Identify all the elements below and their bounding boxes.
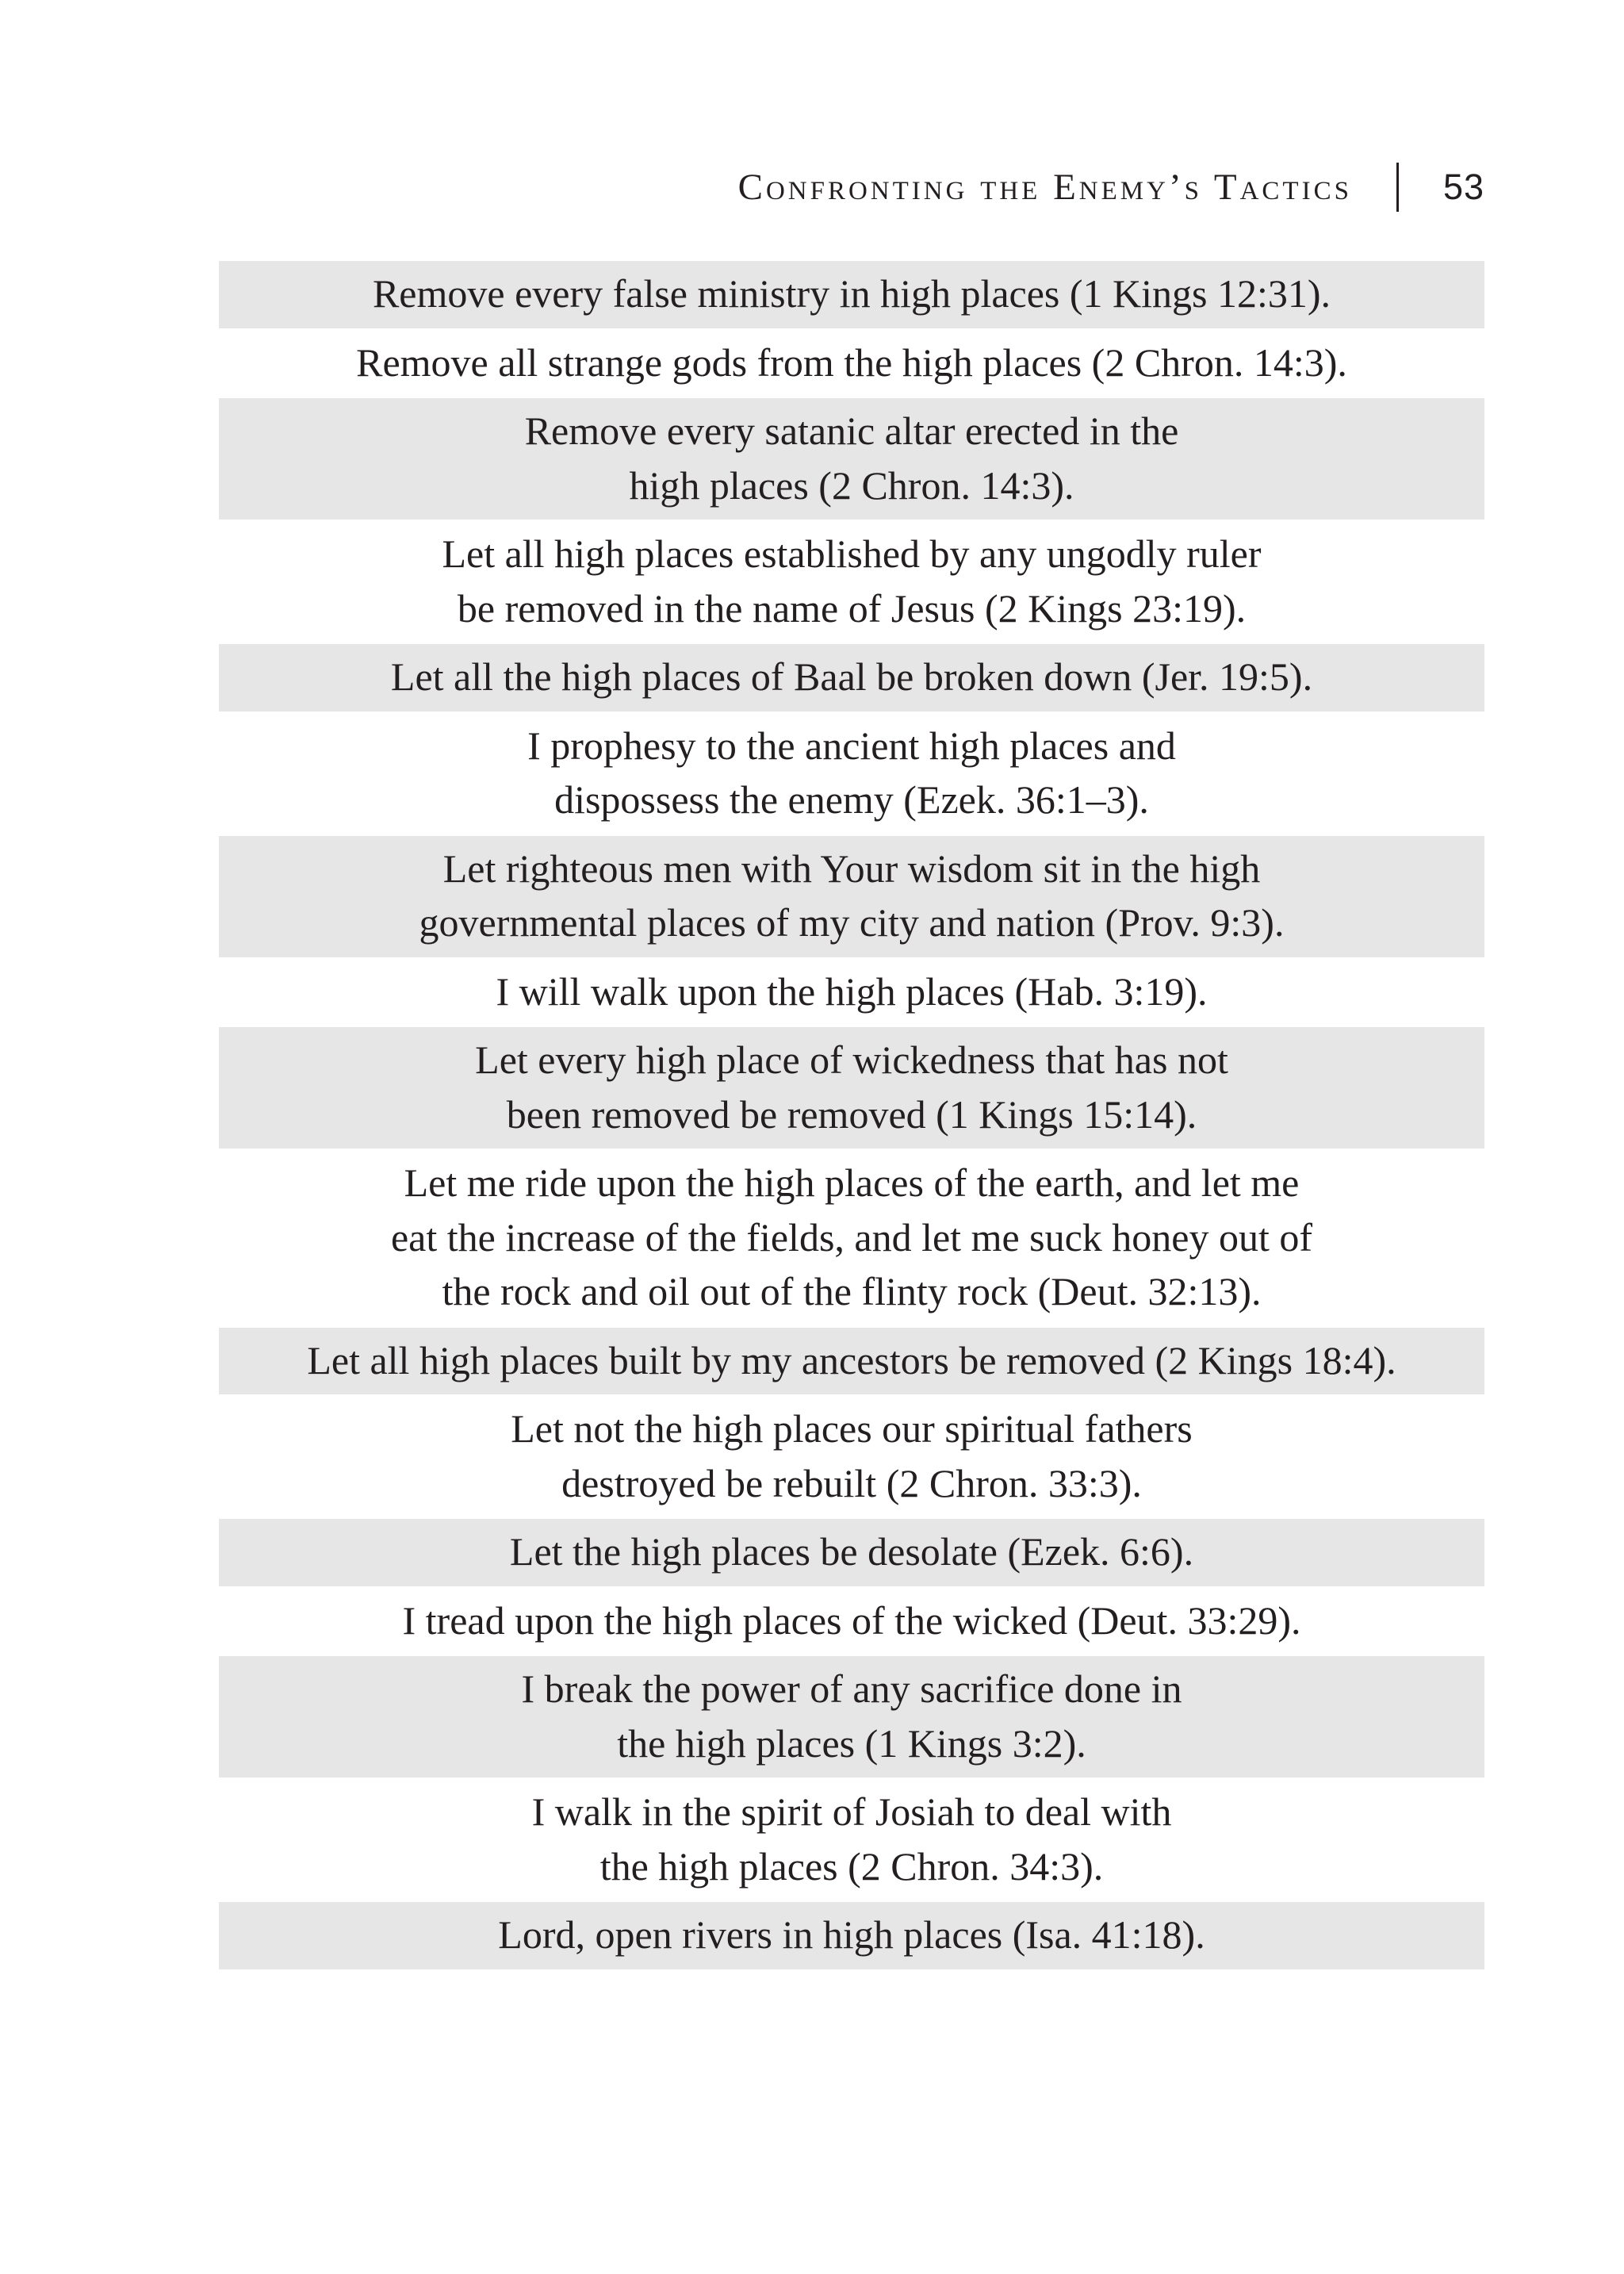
prayer-line: Let all the high places of Baal be broken down (Jer. 19:5).: [390, 654, 1313, 699]
prayer-line: eat the increase of the fields, and let me suck honey out of: [390, 1214, 1313, 1260]
prayer-line: Lord, open rivers in high places (Isa. 41:18).: [498, 1912, 1205, 1957]
prayer-line: I walk in the spirit of Josiah to deal with: [531, 1789, 1172, 1834]
prayer-item: [219, 713, 1484, 834]
prayer-line: dispossess the enemy (Ezek. 36:1–3).: [554, 777, 1149, 822]
prayer-item: [219, 330, 1484, 397]
prayer-line: Let me ride upon the high places of the earth, and let me: [404, 1160, 1300, 1205]
prayer-item: [219, 1656, 1484, 1777]
prayer-item: [219, 398, 1484, 520]
prayer-line: I tread upon the high places of the wicked (Deut. 33:29).: [402, 1597, 1301, 1643]
prayer-item: [219, 521, 1484, 642]
prayer-line: the high places (1 Kings 3:2).: [617, 1720, 1086, 1766]
prayer-item: [219, 1396, 1484, 1517]
prayer-line: Let every high place of wickedness that has not: [475, 1037, 1228, 1082]
prayer-item: [219, 261, 1484, 328]
running-head: [738, 155, 1484, 219]
prayer-item: [219, 1519, 1484, 1586]
prayer-line: the rock and oil out of the flinty rock (Deut. 32:13).: [442, 1269, 1262, 1313]
prayer-item: [219, 644, 1484, 711]
prayer-line: Let the high places be desolate (Ezek. 6:6).: [509, 1529, 1194, 1574]
prayer-line: I prophesy to the ancient high places and: [527, 723, 1176, 768]
prayer-line: governmental places of my city and nation (Prov. 9:3).: [419, 900, 1285, 945]
prayer-item: [219, 1779, 1484, 1900]
prayer-line: destroyed be rebuilt (2 Chron. 33:3).: [561, 1460, 1142, 1505]
prayer-item: [219, 1328, 1484, 1395]
prayer-line: Remove every false ministry in high places (1 Kings 12:31).: [372, 271, 1331, 316]
prayer-item: [219, 1027, 1484, 1149]
running-head-divider: [1396, 163, 1399, 212]
prayer-item: [219, 836, 1484, 957]
prayer-line: be removed in the name of Jesus (2 Kings 23:19).: [457, 585, 1247, 631]
prayer-line: Let all high places built by my ancestors be removed (2 Kings 18:4).: [307, 1337, 1396, 1382]
prayer-line: I break the power of any sacrifice done in: [521, 1666, 1182, 1711]
prayer-line: Let all high places established by any ungodly ruler: [442, 531, 1262, 576]
prayer-item: [219, 1902, 1484, 1969]
prayer-list: [219, 261, 1484, 1971]
prayer-item: [219, 959, 1484, 1026]
prayer-item: [219, 1588, 1484, 1655]
page-number: 53: [1442, 167, 1484, 207]
running-head-title: Confronting the Enemy’s Tactics: [737, 167, 1352, 208]
prayer-line: I will walk upon the high places (Hab. 3:19).: [496, 968, 1208, 1014]
prayer-line: Remove every satanic altar erected in the: [524, 408, 1179, 453]
prayer-line: the high places (2 Chron. 34:3).: [599, 1843, 1104, 1889]
prayer-item: [219, 1150, 1484, 1326]
prayer-line: Remove all strange gods from the high places (2 Chron. 14:3).: [356, 339, 1347, 385]
prayer-line: Let not the high places our spiritual fathers: [511, 1406, 1193, 1451]
prayer-line: been removed be removed (1 Kings 15:14).: [506, 1091, 1197, 1137]
prayer-line: Let righteous men with Your wisdom sit in the high: [442, 846, 1261, 891]
prayer-line: high places (2 Chron. 14:3).: [629, 462, 1074, 508]
